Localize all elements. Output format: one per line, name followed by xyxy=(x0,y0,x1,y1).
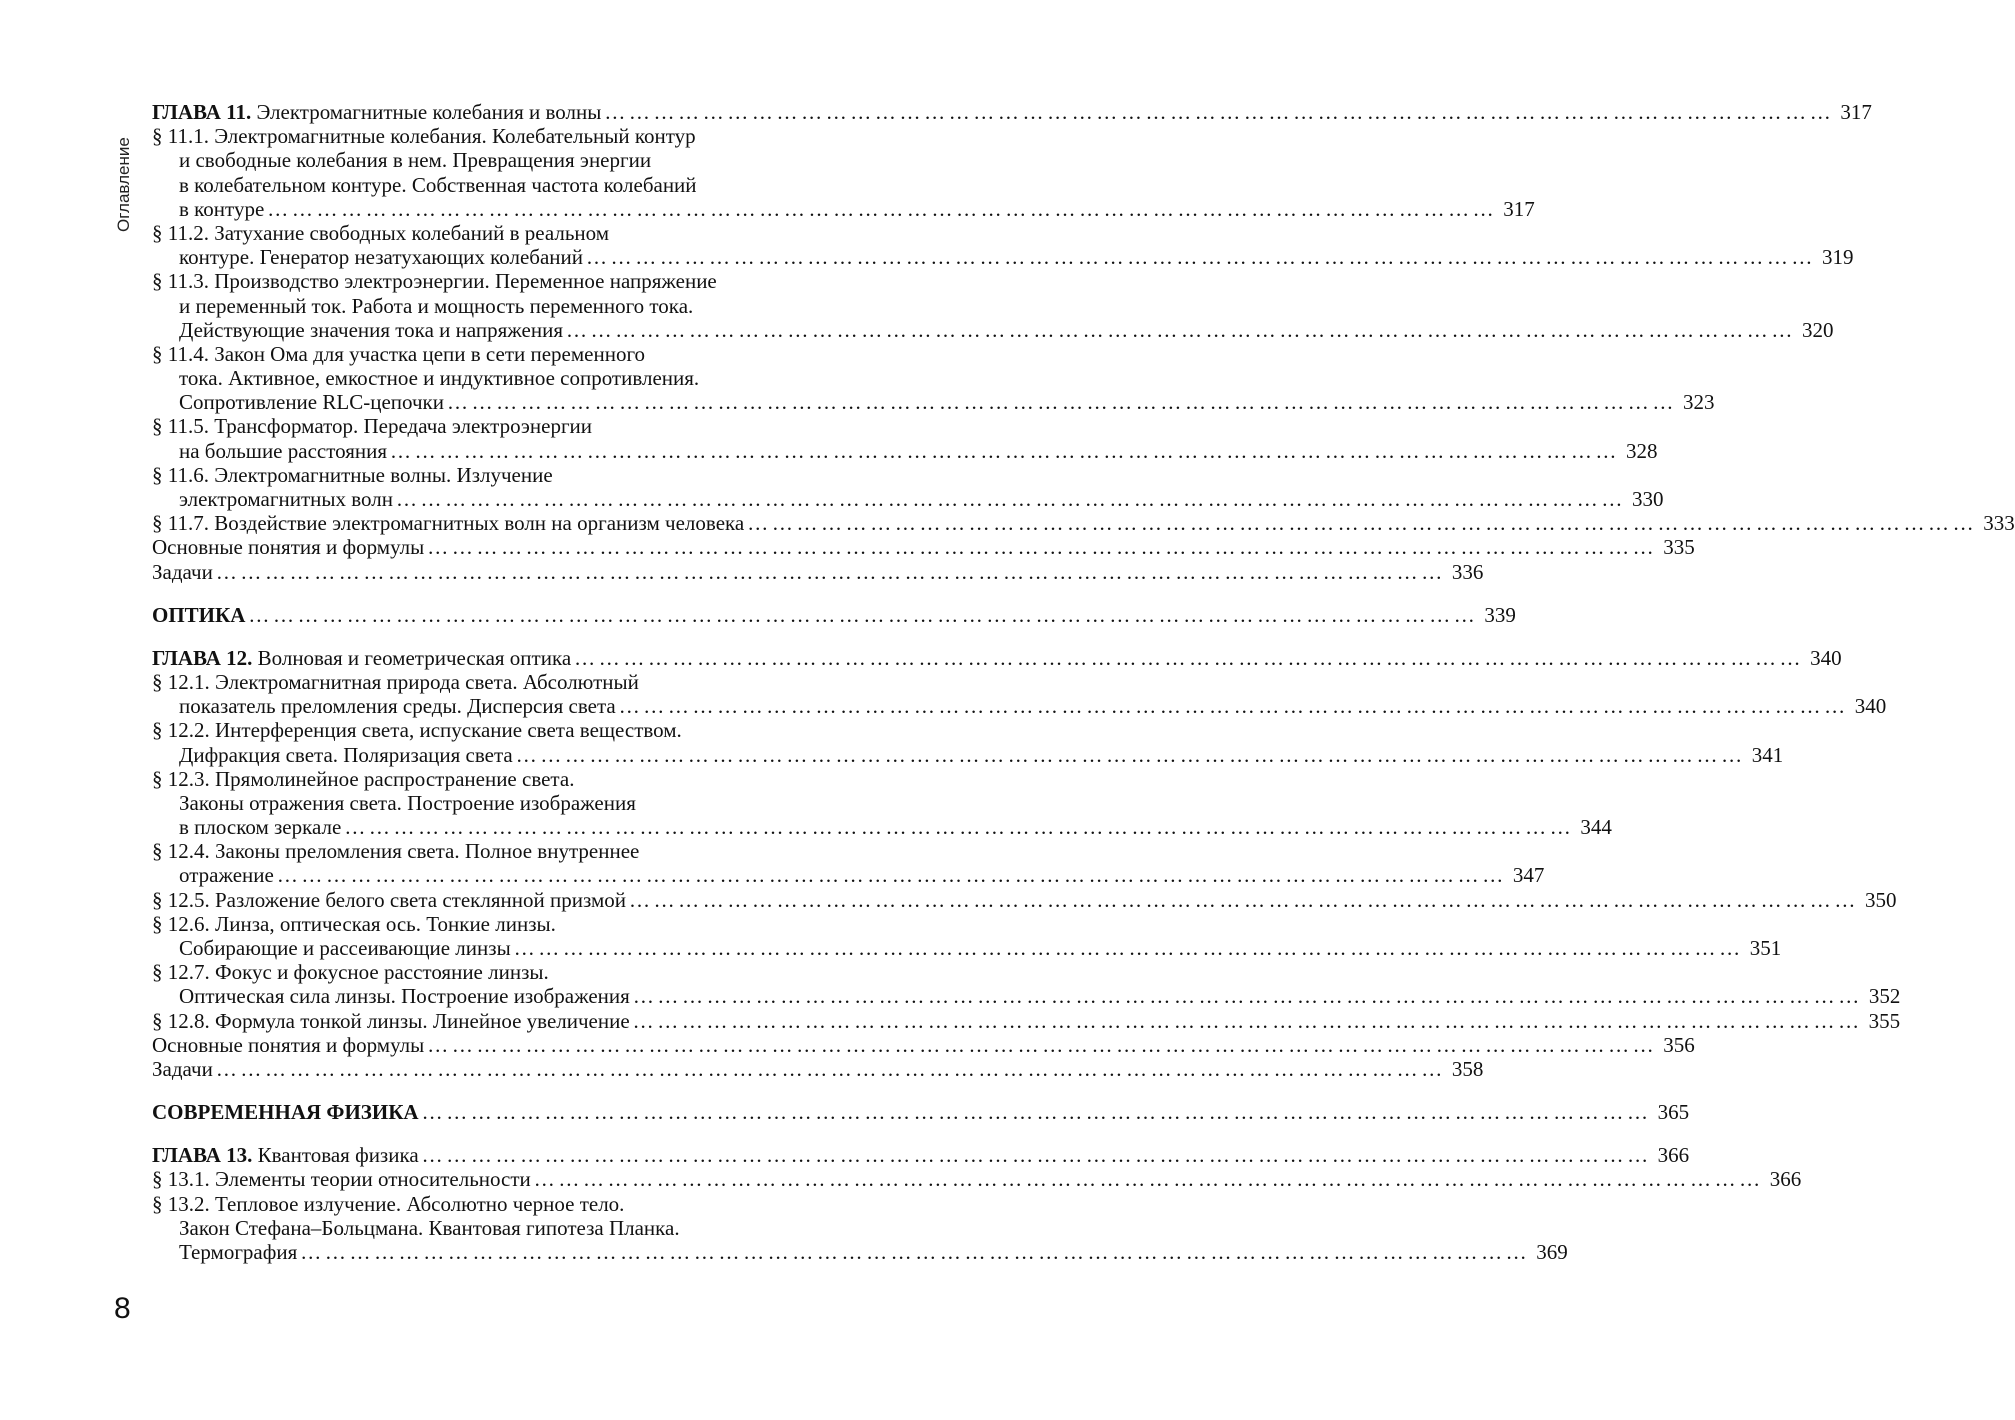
toc-entry-12-7[interactable] xyxy=(152,960,899,984)
entry-text: в плоском зеркале xyxy=(179,815,342,840)
page-ref: 365 xyxy=(1657,1100,1690,1125)
chapter-title: Квантовая физика xyxy=(252,1143,419,1168)
chapter-13 xyxy=(152,1143,1802,1264)
toc-entry-11-6[interactable] xyxy=(152,463,899,487)
leader-dots: …………………………………………………………………………………………………………………………………… xyxy=(632,1008,1863,1033)
entry-text: Задачи xyxy=(152,559,213,584)
leader-dots: …………………………………………………………………………………………………………………………………… xyxy=(586,245,1817,270)
toc-entry-11-4-cont xyxy=(152,390,1715,415)
toc-entry-12-3-cont xyxy=(152,791,899,815)
page-ref: 340 xyxy=(1810,645,1842,670)
toc-entry-11-4[interactable] xyxy=(152,342,899,366)
entry-text: и переменный ток. Работа и мощность переменного тока. xyxy=(179,293,694,318)
toc-entry-11-7[interactable] xyxy=(152,511,2015,536)
toc-entry-11-2-cont xyxy=(152,245,1854,270)
entry-text: электромагнитных волн xyxy=(179,487,393,511)
toc-entry-chapter-11[interactable] xyxy=(152,100,1872,124)
leader-dots: …………………………………………………………………………………………………………………………………… xyxy=(628,887,1859,912)
chapter-label: ГЛАВА 12. xyxy=(152,645,253,670)
toc-entry-11-1-cont xyxy=(152,196,1535,221)
page-ref: 320 xyxy=(1802,317,1834,342)
entry-text: показатель преломления среды. Дисперсия света xyxy=(179,694,616,719)
page-ref: 319 xyxy=(1822,245,1854,270)
page-ref: 328 xyxy=(1626,438,1658,463)
toc-entry-tasks[interactable] xyxy=(152,1056,1484,1081)
chapter-label: ГЛАВА 13. xyxy=(152,1143,253,1168)
leader-dots: …………………………………………………………………………………………………………………………………… xyxy=(300,1239,1531,1264)
entry-text: Основные понятия и формулы xyxy=(152,535,425,560)
entry-text: Термография xyxy=(179,1239,298,1264)
toc-entry-11-2[interactable] xyxy=(152,221,899,245)
toc-entry-11-5-cont xyxy=(152,438,1658,463)
page-ref: 336 xyxy=(1451,559,1484,584)
entry-text: Собирающие и рассеивающие линзы xyxy=(179,936,511,960)
leader-dots: …………………………………………………………………………………………………………………………………… xyxy=(618,694,1849,719)
entry-text: Оптическая сила линзы. Построение изображения xyxy=(179,984,630,1009)
part-title: ОПТИКА xyxy=(152,602,246,627)
toc-entry-11-3-cont xyxy=(152,294,899,318)
toc-entry-12-6-cont xyxy=(152,936,1782,960)
toc-entry-part-modern[interactable] xyxy=(152,1099,1690,1125)
page-ref: 366 xyxy=(1769,1167,1802,1192)
toc-entry-11-5[interactable] xyxy=(152,414,899,438)
part-optics xyxy=(152,602,1516,628)
toc-entry-12-5[interactable] xyxy=(152,887,1897,912)
page-ref: 356 xyxy=(1663,1032,1695,1057)
page-ref: 341 xyxy=(1751,742,1784,767)
page-ref: 347 xyxy=(1512,863,1545,888)
page-ref: 352 xyxy=(1868,984,1901,1009)
leader-dots: …………………………………………………………………………………………………………………………………… xyxy=(747,511,1978,536)
toc-entry-12-3[interactable] xyxy=(152,767,899,791)
entry-text: § 12.3. Прямолинейное распространение света. xyxy=(152,766,575,791)
toc-entry-11-1-cont xyxy=(152,173,899,197)
toc-entry-part-optics[interactable] xyxy=(152,602,1516,628)
leader-dots: …………………………………………………………………………………………………………………………………… xyxy=(566,317,1796,342)
chapter-title: Волновая и геометрическая оптика xyxy=(252,645,572,670)
entry-text: § 12.4. Законы преломления света. Полное внутреннее xyxy=(152,839,640,864)
entry-text: Закон Стефана–Больцмана. Квантовая гипотеза Планка. xyxy=(179,1215,680,1240)
toc-entry-11-3[interactable] xyxy=(152,269,899,293)
entry-text: § 11.3. Производство электроэнергии. Переменное напряжение xyxy=(152,269,717,294)
entry-text: Законы отражения света. Построение изображения xyxy=(179,790,636,815)
entry-text: § 11.6. Электромагнитные волны. Излучение xyxy=(152,462,553,487)
leader-dots: …………………………………………………………………………………………………………………………………… xyxy=(344,815,1575,840)
entry-text: § 11.5. Трансформатор. Передача электроэнергии xyxy=(152,414,593,439)
entry-text: Действующие значения тока и напряжения xyxy=(179,317,563,342)
entry-text: § 11.7. Воздействие электромагнитных волн на организм человека xyxy=(152,511,745,536)
leader-dots: …………………………………………………………………………………………………………………………………… xyxy=(421,1143,1652,1168)
page-ref: 355 xyxy=(1868,1008,1901,1033)
toc-entry-11-6-cont xyxy=(152,487,1664,511)
chapter-label: ГЛАВА 11. xyxy=(152,100,252,124)
part-title: СОВРЕМЕННАЯ ФИЗИКА xyxy=(152,1100,419,1125)
toc-entry-chapter-13[interactable] xyxy=(152,1143,1690,1168)
toc-entry-concepts[interactable] xyxy=(152,1032,1695,1057)
toc-entry-11-4-cont xyxy=(152,366,899,390)
leader-dots: …………………………………………………………………………………………………………………………………… xyxy=(248,602,1479,627)
toc-entry-11-3-cont xyxy=(152,317,1834,342)
entry-text: § 13.1. Элементы теории относительности xyxy=(152,1167,531,1192)
table-of-contents xyxy=(152,100,2015,1282)
page-ref: 317 xyxy=(1503,196,1535,221)
page-ref: 366 xyxy=(1657,1143,1690,1168)
page-ref: 340 xyxy=(1854,694,1887,719)
entry-text: § 11.4. Закон Ома для участка цепи в сети переменного xyxy=(152,341,646,366)
leader-dots: …………………………………………………………………………………………………………………………………… xyxy=(632,984,1863,1009)
page-ref: 339 xyxy=(1484,602,1516,627)
entry-text: § 12.8. Формула тонкой линзы. Линейное увеличение xyxy=(152,1008,630,1033)
page-ref: 344 xyxy=(1580,815,1612,840)
leader-dots: …………………………………………………………………………………………………………………………………… xyxy=(267,196,1498,221)
leader-dots: …………………………………………………………………………………………………………………………………… xyxy=(446,390,1677,415)
toc-entry-concepts[interactable] xyxy=(152,535,1695,560)
chapter-title: Электромагнитные колебания и волны xyxy=(251,100,602,124)
leader-dots: …………………………………………………………………………………………………………………………………… xyxy=(604,100,1835,124)
toc-entry-12-8[interactable] xyxy=(152,1008,1901,1033)
page-ref: 317 xyxy=(1840,100,1872,124)
leader-dots: …………………………………………………………………………………………………………………………………… xyxy=(215,1056,1446,1081)
entry-text: Задачи xyxy=(152,1056,213,1081)
toc-entry-chapter-12[interactable] xyxy=(152,645,1842,670)
entry-text: контуре. Генератор незатухающих колебаний xyxy=(179,245,584,270)
toc-entry-12-7-cont xyxy=(152,984,1901,1009)
toc-entry-11-1[interactable] xyxy=(152,124,899,148)
page-ref: 335 xyxy=(1663,535,1695,560)
toc-entry-12-4-cont xyxy=(152,863,1545,888)
entry-text: § 11.1. Электромагнитные колебания. Колебательный контур xyxy=(152,124,696,149)
entry-text: Дифракция света. Поляризация света xyxy=(179,742,513,767)
page-ref: 369 xyxy=(1536,1239,1568,1264)
entry-text: § 12.2. Интерференция света, испускание света веществом. xyxy=(152,718,682,743)
leader-dots: …………………………………………………………………………………………………………………………………… xyxy=(395,487,1626,511)
toc-entry-12-2-cont xyxy=(152,742,1784,767)
leader-dots: …………………………………………………………………………………………………………………………………… xyxy=(215,559,1446,584)
toc-entry-13-2[interactable] xyxy=(152,1192,899,1216)
entry-text: § 11.2. Затухание свободных колебаний в реальном xyxy=(152,220,610,245)
entry-text: Основные понятия и формулы xyxy=(152,1032,425,1057)
leader-dots: …………………………………………………………………………………………………………………………………… xyxy=(276,863,1507,888)
page-ref: 323 xyxy=(1682,390,1715,415)
part-modern-physics xyxy=(152,1099,1690,1125)
running-header: Оглавление xyxy=(114,137,133,232)
page-ref: 358 xyxy=(1451,1056,1484,1081)
entry-text: § 12.6. Линза, оптическая ось. Тонкие линзы. xyxy=(152,911,556,936)
chapter-12 xyxy=(152,645,1901,1081)
page-ref: 333 xyxy=(1983,511,2015,536)
page-ref: 350 xyxy=(1864,887,1897,912)
toc-entry-13-2-cont xyxy=(152,1239,1568,1264)
entry-text: § 12.1. Электромагнитная природа света. Абсолютный xyxy=(152,669,639,694)
entry-text: § 12.7. Фокус и фокусное расстояние линзы. xyxy=(152,960,549,985)
page-number: 8 xyxy=(114,1292,131,1325)
leader-dots: …………………………………………………………………………………………………………………………………… xyxy=(427,535,1658,560)
leader-dots: …………………………………………………………………………………………………………………………………… xyxy=(513,936,1744,960)
leader-dots: …………………………………………………………………………………………………………………………………… xyxy=(533,1167,1764,1192)
entry-text: в колебательном контуре. Собственная частота колебаний xyxy=(179,172,697,197)
entry-text: и свободные колебания в нем. Превращения энергии xyxy=(179,148,652,173)
toc-entry-12-3-cont xyxy=(152,815,1612,840)
entry-text: в контуре xyxy=(179,196,265,221)
entry-text: Сопротивление RLC-цепочки xyxy=(179,390,444,415)
leader-dots: …………………………………………………………………………………………………………………………………… xyxy=(390,438,1621,463)
leader-dots: …………………………………………………………………………………………………………………………………… xyxy=(427,1032,1658,1057)
toc-entry-12-4[interactable] xyxy=(152,839,899,863)
entry-text: отражение xyxy=(179,863,274,888)
leader-dots: …………………………………………………………………………………………………………………………………… xyxy=(421,1100,1652,1125)
toc-entry-12-1-cont xyxy=(152,694,1887,719)
chapter-11 xyxy=(152,100,2015,584)
entry-text: § 12.5. Разложение белого света стеклянной призмой xyxy=(152,887,626,912)
toc-entry-tasks[interactable] xyxy=(152,559,1484,584)
toc-entry-12-6[interactable] xyxy=(152,912,899,936)
toc-entry-12-1[interactable] xyxy=(152,670,899,694)
toc-entry-11-1-cont xyxy=(152,148,899,172)
page-ref: 351 xyxy=(1749,936,1782,960)
toc-entry-13-1[interactable] xyxy=(152,1167,1802,1192)
leader-dots: …………………………………………………………………………………………………………………………………… xyxy=(574,645,1805,670)
entry-text: тока. Активное, емкостное и индуктивное сопротивления. xyxy=(179,366,700,391)
toc-entry-12-2[interactable] xyxy=(152,718,899,742)
entry-text: § 13.2. Тепловое излучение. Абсолютно черное тело. xyxy=(152,1191,625,1216)
toc-entry-13-2-cont xyxy=(152,1216,899,1240)
leader-dots: …………………………………………………………………………………………………………………………………… xyxy=(515,742,1746,767)
entry-text: на большие расстояния xyxy=(179,438,388,463)
page-ref: 330 xyxy=(1631,487,1664,511)
